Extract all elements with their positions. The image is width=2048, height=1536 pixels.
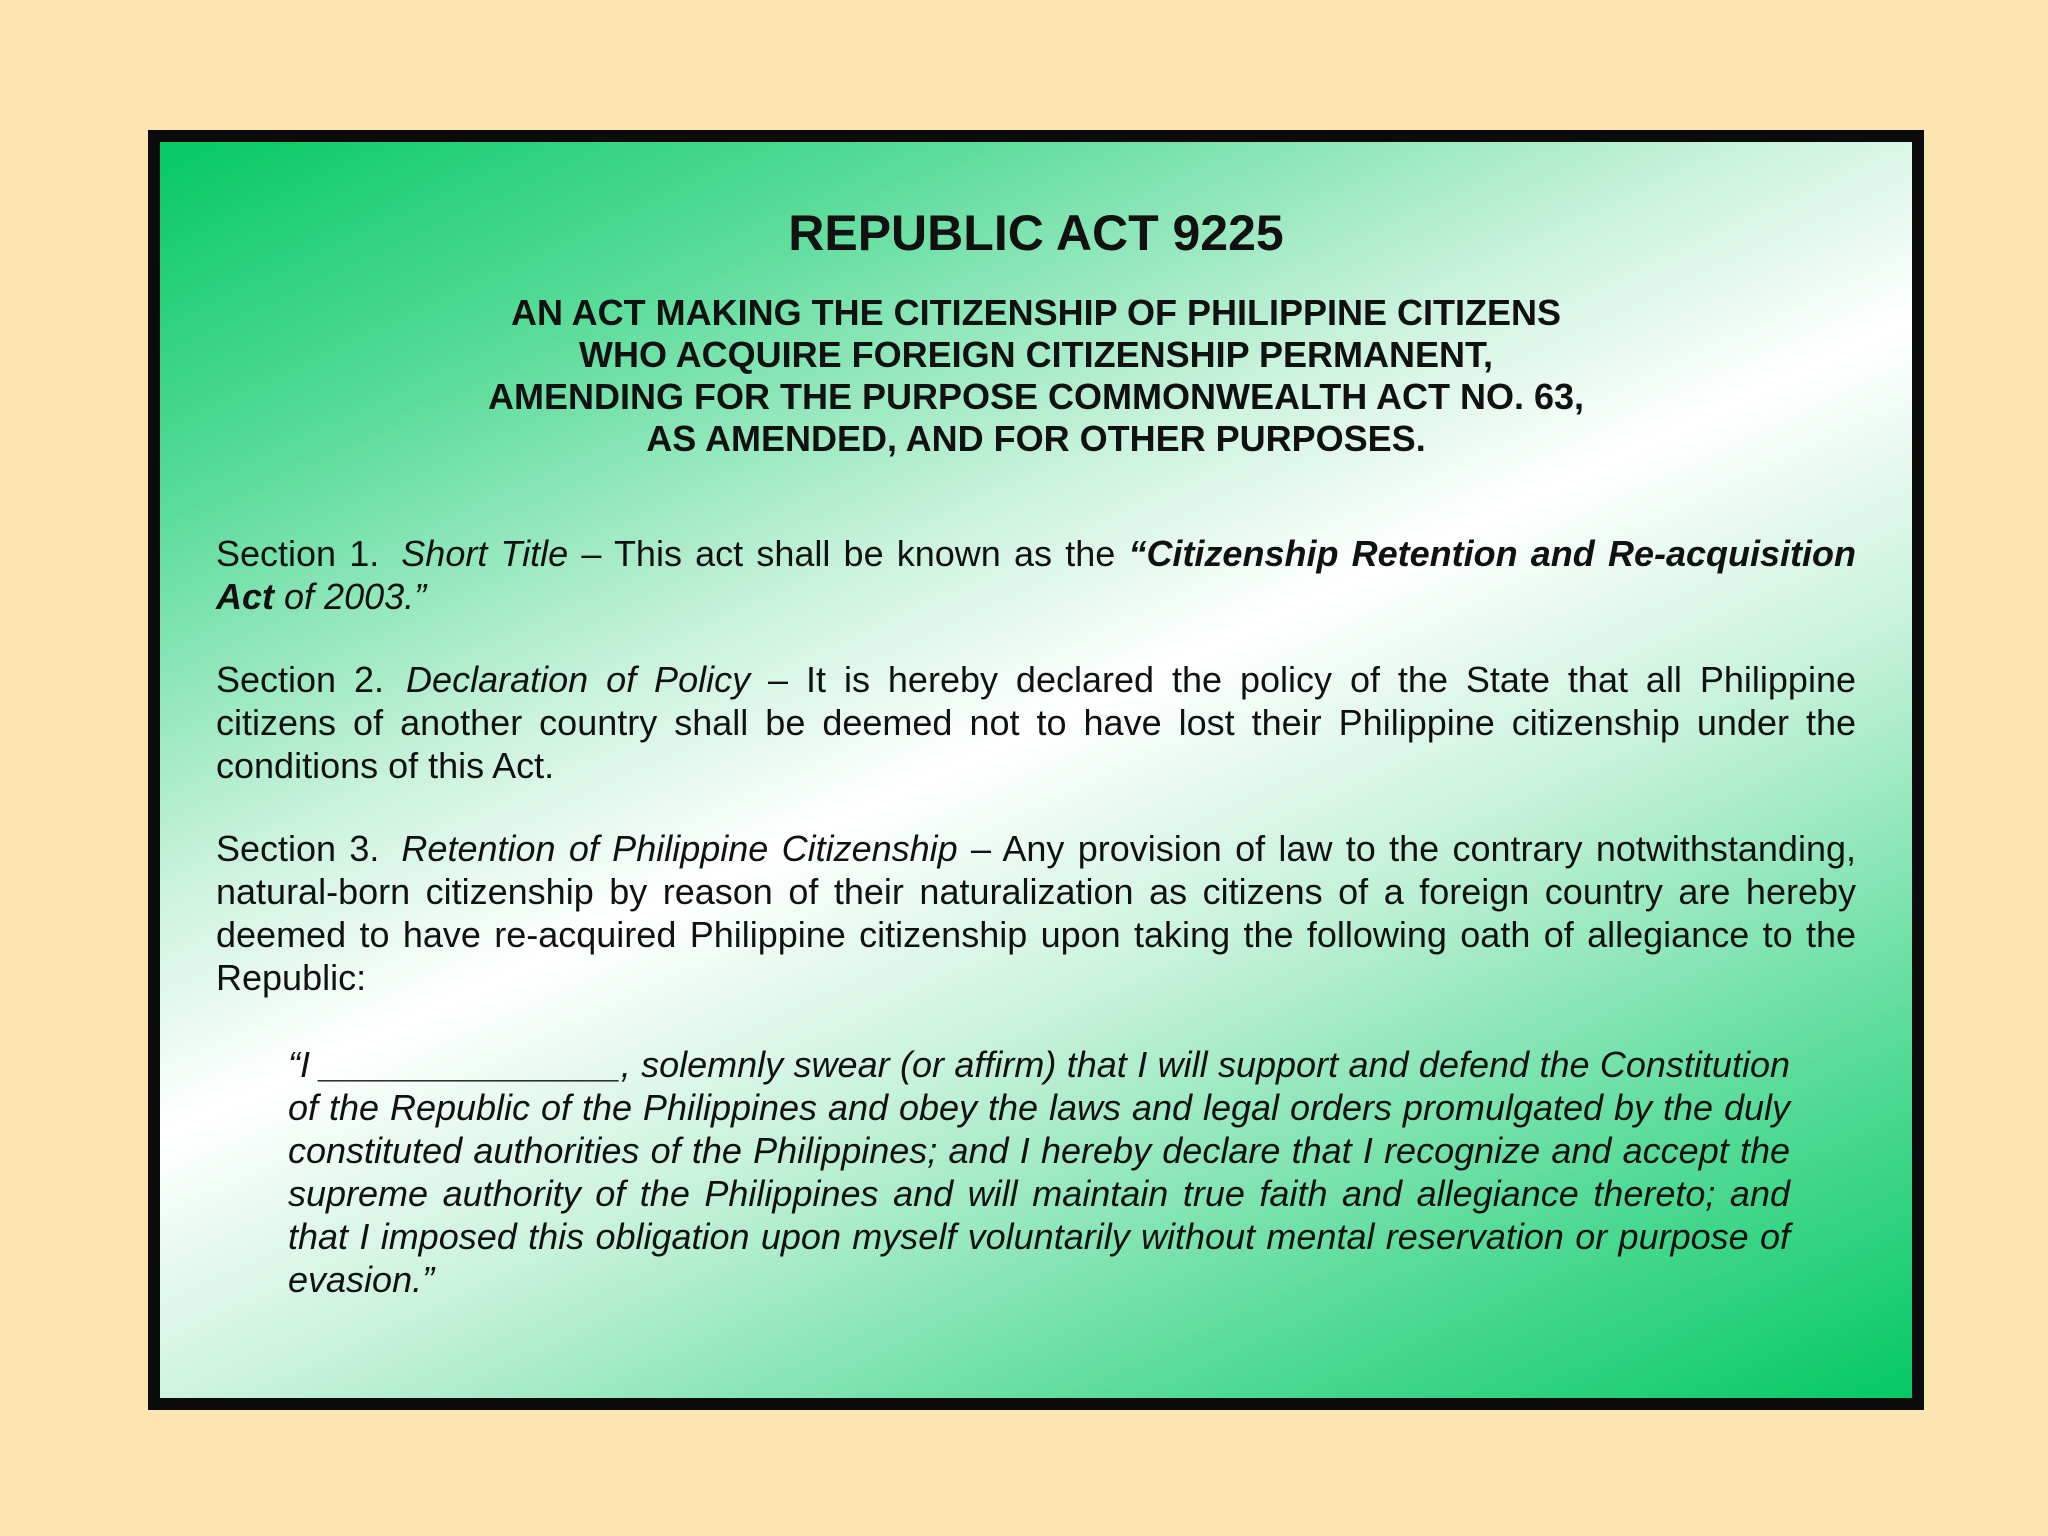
section-text: It is hereby declared the policy of the State that all Philippine citizens of another country shall be deemed not to have lost their Philippine citizenship under the conditions of this Act. [216,659,1856,786]
section-3 [216,827,1856,999]
section-text: This act shall be known as the [613,533,1129,574]
section-1 [216,532,1856,618]
document-body [216,204,1856,1301]
oath-of-allegiance: “I _______________, solemnly swear (or affirm) that I will support and defend the Constitution of the Republic of the Philippines and obey the laws and legal orders promulgated by the duly constituted authorities of the Philippines; and I hereby declare that I recognize and accept the supreme authority of the Philippines and will maintain true faith and allegiance thereto; and that I imposed this obligation upon myself voluntarily without mental reservation or purpose of evasion.” [288,1044,1790,1300]
subtitle-line: WHO ACQUIRE FOREIGN CITIZENSHIP PERMANENT, [578,334,1494,375]
document-title: REPUBLIC ACT 9225 [788,205,1284,261]
section-text: Any provision of law to the contrary notwithstanding, natural-born citizenship by reason of their naturalization as citizens of a foreign country are hereby deemed to have re-acquired Philippine citizenship upon taking the following oath of allegiance to the Republic: [216,828,1856,998]
subtitle-line: AS AMENDED, AND FOR OTHER PURPOSES. [646,418,1426,459]
section-heading: Retention of Philippine Citizenship [401,828,958,869]
section-label: Section 2. [216,659,385,700]
subtitle-line: AN ACT MAKING THE CITIZENSHIP OF PHILIPPINE CITIZENS [510,292,1562,333]
section-heading: Short Title [401,533,569,574]
slide-frame [148,130,1924,1410]
section-dash: – [568,533,614,574]
section-2 [216,658,1856,787]
section-dash: – [750,659,807,700]
section-dash: – [957,828,1003,869]
document-subtitle [216,292,1856,460]
section-label: Section 1. [216,533,380,574]
subtitle-line: AMENDING FOR THE PURPOSE COMMONWEALTH ACT NO. 63, [487,376,1584,417]
act-short-title: “Citizenship Retention and Re-acquisition Act [216,533,1856,617]
section-label: Section 3. [216,828,380,869]
section-text-end: of 2003.” [274,576,427,617]
section-heading: Declaration of Policy [406,659,751,700]
